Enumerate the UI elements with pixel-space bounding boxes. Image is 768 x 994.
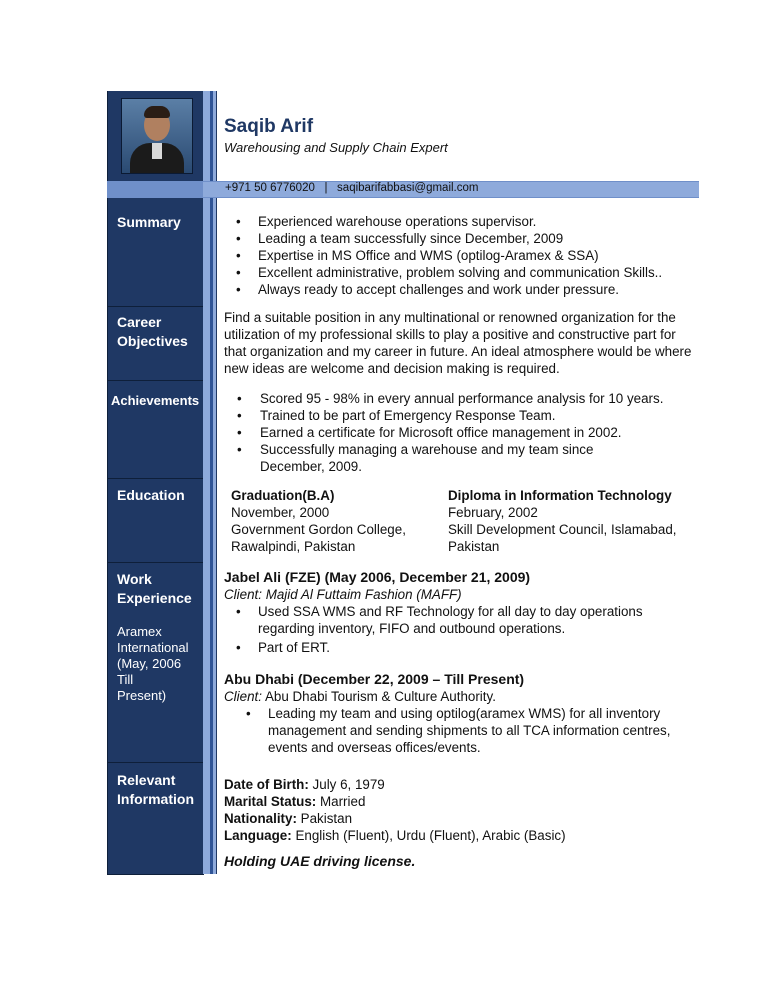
list-item: • Used SSA WMS and RF Technology for all day to day operations regarding inventory, FIFO and outbound operations. bbox=[236, 604, 643, 636]
separator bbox=[108, 478, 203, 479]
list-item: • Experienced warehouse operations supervisor. bbox=[236, 214, 537, 229]
list-item: • Part of ERT. bbox=[236, 640, 330, 655]
education-place: Pakistan bbox=[448, 539, 500, 554]
job-client: Client: Abu Dhabi Tourism & Culture Authority. bbox=[224, 689, 496, 704]
list-item: • Scored 95 - 98% in every annual performance analysis for 10 years. bbox=[237, 391, 664, 406]
work-job-2 bbox=[224, 671, 694, 756]
education-column-1 bbox=[231, 487, 441, 555]
work-sub-label: Aramex International (May, 2006 Till Present) bbox=[117, 624, 189, 703]
license-note: Holding UAE driving license. bbox=[224, 853, 416, 869]
relevant-content bbox=[224, 776, 694, 870]
sidebar-stripe-inner bbox=[210, 91, 213, 874]
list-item: • Trained to be part of Emergency Response Team. bbox=[237, 408, 556, 423]
marital-row: Marital Status: Married bbox=[224, 794, 366, 809]
education-date: November, 2000 bbox=[231, 505, 330, 520]
separator bbox=[108, 306, 203, 307]
summary-label: Summary bbox=[117, 214, 181, 230]
job-client: Client: Majid Al Futtaim Fashion (MAFF) bbox=[224, 587, 462, 602]
contact-line bbox=[225, 182, 478, 194]
education-date: February, 2002 bbox=[448, 505, 538, 520]
candidate-title: Warehousing and Supply Chain Expert bbox=[224, 140, 448, 155]
separator bbox=[108, 562, 203, 563]
language-row: Language: English (Fluent), Urdu (Fluent), Arabic (Basic) bbox=[224, 828, 566, 843]
career-label: Career Objectives bbox=[117, 314, 188, 349]
contact-divider: | bbox=[324, 182, 328, 194]
list-item: • Leading my team and using optilog(aramex WMS) for all inventory management and sending shipments to all TCA information centres, events and overseas offices/events. bbox=[246, 706, 671, 755]
career-text: Find a suitable position in any multinational or renowned organization for the utilization of my professional skills to play a positive and constructive part for that organization and my career in future. An ideal atmosphere would be where new ideas are welcome and decision making is required. bbox=[224, 310, 692, 376]
list-item: • Leading a team successfully since December, 2009 bbox=[236, 231, 564, 246]
job-heading: Abu Dhabi (December 22, 2009 – Till Present) bbox=[224, 671, 525, 687]
education-heading: Graduation(B.A) bbox=[231, 488, 335, 503]
achievements-label: Achievements bbox=[111, 393, 200, 408]
education-heading: Diploma in Information Technology bbox=[448, 488, 672, 503]
achievements-content bbox=[224, 390, 694, 475]
list-item: • Excellent administrative, problem solving and communication Skills.. bbox=[236, 265, 663, 280]
phone-number: +971 50 6776020 bbox=[225, 182, 315, 194]
list-item: • Earned a certificate for Microsoft office management in 2002. bbox=[237, 425, 622, 440]
sidebar-panel bbox=[107, 91, 204, 875]
nationality-row: Nationality: Pakistan bbox=[224, 811, 353, 826]
education-school: Skill Development Council, Islamabad, bbox=[448, 522, 677, 537]
job-heading: Jabel Ali (FZE) (May 2006, December 21, 2009) bbox=[224, 569, 531, 585]
email-address: saqibarifabbasi@gmail.com bbox=[337, 182, 479, 194]
dob-row: Date of Birth: July 6, 1979 bbox=[224, 777, 385, 792]
work-job-1 bbox=[224, 569, 694, 656]
work-label: Work Experience bbox=[117, 571, 192, 606]
list-item: • Always ready to accept challenges and work under pressure. bbox=[236, 282, 619, 297]
separator bbox=[108, 762, 203, 763]
separator bbox=[108, 380, 203, 381]
candidate-name: Saqib Arif bbox=[224, 116, 314, 137]
relevant-label: Relevant Information bbox=[117, 772, 194, 807]
list-item: • Successfully managing a warehouse and my team since December, 2009. bbox=[237, 442, 594, 474]
education-place: Rawalpindi, Pakistan bbox=[231, 539, 356, 554]
education-label: Education bbox=[117, 487, 185, 503]
summary-content bbox=[224, 213, 694, 298]
education-school: Government Gordon College, bbox=[231, 522, 406, 537]
profile-photo bbox=[121, 98, 193, 174]
list-item: • Expertise in MS Office and WMS (optilog-Aramex & SSA) bbox=[236, 248, 599, 263]
education-column-2 bbox=[448, 487, 698, 555]
